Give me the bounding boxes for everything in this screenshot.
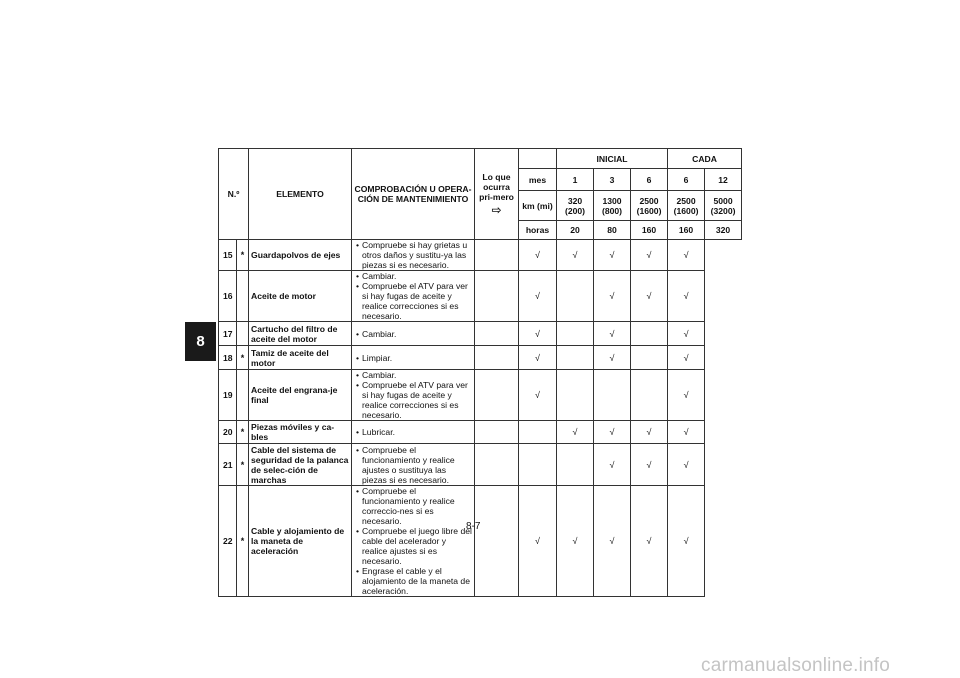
check-mark: [631, 346, 668, 370]
check-mark: √: [519, 271, 557, 322]
check-list: [354, 353, 472, 363]
table-row: [219, 370, 742, 421]
row-element: Cable y alojamiento de la maneta de aceleración: [249, 486, 352, 597]
row-element: Aceite de motor: [249, 271, 352, 322]
row-asterisk: [237, 370, 249, 421]
check-list: [354, 445, 472, 485]
check-item: • Cambiar.: [354, 329, 472, 339]
check-list: [354, 427, 472, 437]
check-mark: [519, 444, 557, 486]
check-mark: √: [519, 322, 557, 346]
row-number: 21: [219, 444, 237, 486]
row-asterisk: [237, 271, 249, 322]
row-number: 19: [219, 370, 237, 421]
row-element: Piezas móviles y ca-bles: [249, 421, 352, 444]
check-mark: √: [668, 486, 705, 597]
header-hours-value: 160: [631, 221, 668, 240]
row-number: 22: [219, 486, 237, 597]
row-checks: [352, 346, 475, 370]
check-list: [354, 240, 472, 270]
header-km-value: 320 (200): [557, 191, 594, 221]
check-mark: [557, 370, 594, 421]
row-element: Cable del sistema de seguridad de la palanca de selec-ción de marchas: [249, 444, 352, 486]
check-mark: √: [594, 271, 631, 322]
table-row: [219, 346, 742, 370]
row-asterisk: *: [237, 486, 249, 597]
table-row: [219, 421, 742, 444]
check-item: • Cambiar.: [354, 370, 472, 380]
check-mark: √: [631, 444, 668, 486]
check-mark: [631, 370, 668, 421]
header-first: [475, 149, 519, 240]
row-element: Cartucho del filtro de aceite del motor: [249, 322, 352, 346]
row-number: 17: [219, 322, 237, 346]
check-mark: √: [594, 346, 631, 370]
check-item: • Compruebe el funcionamiento y realice ajustes o sustituya las piezas si es necesario.: [354, 445, 472, 485]
check-mark: √: [668, 444, 705, 486]
row-number: 18: [219, 346, 237, 370]
check-mark: √: [594, 444, 631, 486]
header-km-value: 5000 (3200): [705, 191, 742, 221]
check-mark: √: [594, 322, 631, 346]
check-mark: √: [668, 346, 705, 370]
row-checks: [352, 486, 475, 597]
check-mark: √: [594, 240, 631, 271]
table-row: [219, 322, 742, 346]
row-first-blank: [475, 240, 519, 271]
check-mark: √: [557, 486, 594, 597]
watermark: carmanualsonline.info: [701, 655, 891, 676]
row-asterisk: *: [237, 346, 249, 370]
row-number: 16: [219, 271, 237, 322]
row-element: Aceite del engrana-je final: [249, 370, 352, 421]
check-item: • Cambiar.: [354, 271, 472, 281]
check-list: [354, 329, 472, 339]
header-month-value: 12: [705, 169, 742, 191]
row-first-blank: [475, 421, 519, 444]
header-month-value: 6: [668, 169, 705, 191]
header-no: N.º: [219, 149, 249, 240]
header-hours-value: 80: [594, 221, 631, 240]
check-item: • Engrase el cable y el alojamiento de la maneta de aceleración.: [354, 566, 472, 596]
header-check: COMPROBACIÓN U OPERA-CIÓN DE MANTENIMIENTO: [352, 149, 475, 240]
check-item: • Compruebe el ATV para ver si hay fugas de aceite y realice correcciones si es necesario.: [354, 281, 472, 321]
header-hours-value: 320: [705, 221, 742, 240]
check-mark: √: [519, 370, 557, 421]
check-item: • Lubricar.: [354, 427, 472, 437]
header-element: ELEMENTO: [249, 149, 352, 240]
check-list: [354, 271, 472, 321]
check-mark: [519, 421, 557, 444]
table-row: [219, 240, 742, 271]
check-mark: √: [631, 271, 668, 322]
header-month-label: mes: [519, 169, 557, 191]
header-month-value: 3: [594, 169, 631, 191]
table-row: [219, 444, 742, 486]
check-item: • Compruebe si hay grietas u otros daños y sustitu-ya las piezas si es necesario.: [354, 240, 472, 270]
check-mark: [557, 271, 594, 322]
row-checks: [352, 271, 475, 322]
header-month-value: 6: [631, 169, 668, 191]
row-first-blank: [475, 486, 519, 597]
check-item: • Limpiar.: [354, 353, 472, 363]
check-mark: √: [594, 421, 631, 444]
check-mark: √: [557, 421, 594, 444]
check-mark: √: [668, 240, 705, 271]
row-element: Guardapolvos de ejes: [249, 240, 352, 271]
row-first-blank: [475, 444, 519, 486]
check-item: • Compruebe el juego libre del cable del acelerador y realice ajustes si es necesario.: [354, 526, 472, 566]
header-hours-label: horas: [519, 221, 557, 240]
page-number: 8-7: [466, 521, 481, 532]
check-list: [354, 486, 472, 596]
row-checks: [352, 421, 475, 444]
check-mark: √: [631, 240, 668, 271]
table-row: [219, 486, 742, 597]
header-initial: INICIAL: [557, 149, 668, 169]
arrow-right-icon: ⇨: [491, 203, 502, 217]
header-km-value: 2500 (1600): [668, 191, 705, 221]
header-hours-value: 20: [557, 221, 594, 240]
row-checks: [352, 322, 475, 346]
header-km-value: 2500 (1600): [631, 191, 668, 221]
row-asterisk: [237, 322, 249, 346]
check-mark: √: [519, 346, 557, 370]
check-mark: √: [668, 271, 705, 322]
header-blank: [519, 149, 557, 169]
row-asterisk: *: [237, 240, 249, 271]
row-element: Tamiz de aceite del motor: [249, 346, 352, 370]
check-mark: √: [519, 486, 557, 597]
row-number: 15: [219, 240, 237, 271]
row-first-blank: [475, 271, 519, 322]
check-mark: √: [519, 240, 557, 271]
check-list: [354, 370, 472, 420]
check-mark: [557, 346, 594, 370]
header-km-value: 1300 (800): [594, 191, 631, 221]
check-mark: √: [668, 322, 705, 346]
row-first-blank: [475, 346, 519, 370]
row-checks: [352, 444, 475, 486]
check-mark: [557, 444, 594, 486]
header-km-label: km (mi): [519, 191, 557, 221]
check-mark: [631, 322, 668, 346]
check-mark: [594, 370, 631, 421]
row-checks: [352, 240, 475, 271]
row-first-blank: [475, 322, 519, 346]
check-mark: √: [557, 240, 594, 271]
row-checks: [352, 370, 475, 421]
row-first-blank: [475, 370, 519, 421]
check-item: • Compruebe el funcionamiento y realice correccio-nes si es necesario.: [354, 486, 472, 526]
header-month-value: 1: [557, 169, 594, 191]
row-asterisk: *: [237, 421, 249, 444]
check-item: • Compruebe el ATV para ver si hay fugas de aceite y realice correcciones si es necesario.: [354, 380, 472, 420]
check-mark: √: [668, 370, 705, 421]
chapter-tab: 8: [185, 322, 216, 361]
check-mark: √: [594, 486, 631, 597]
check-mark: √: [668, 421, 705, 444]
header-first-label: Lo que ocurra pri-mero: [479, 172, 514, 202]
check-mark: √: [631, 486, 668, 597]
check-mark: [557, 322, 594, 346]
table-row: [219, 271, 742, 322]
row-asterisk: *: [237, 444, 249, 486]
row-number: 20: [219, 421, 237, 444]
header-every: CADA: [668, 149, 742, 169]
check-mark: √: [631, 421, 668, 444]
header-hours-value: 160: [668, 221, 705, 240]
